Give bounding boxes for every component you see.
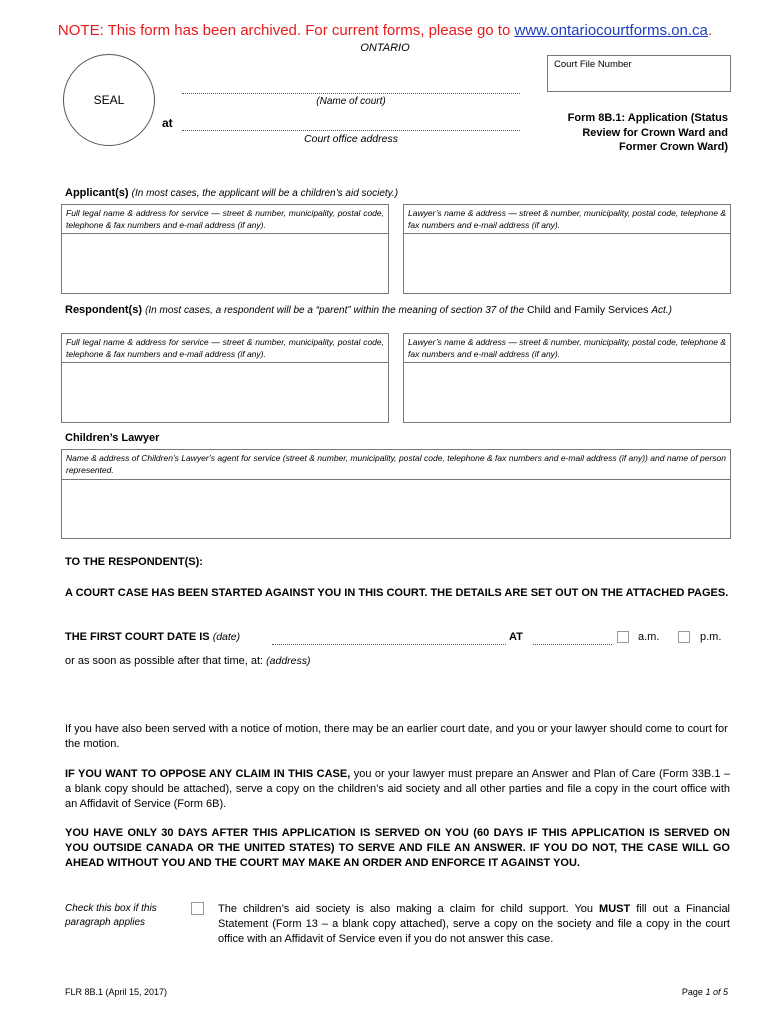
court-time-field[interactable] xyxy=(533,633,612,645)
court-address-label: Court office address xyxy=(304,133,398,145)
applicants-heading xyxy=(65,187,730,199)
applicant-lawyer-input[interactable] xyxy=(404,234,730,293)
child-support-must: MUST xyxy=(599,903,631,915)
address-hint: (address) xyxy=(266,655,311,667)
am-checkbox[interactable] xyxy=(617,631,629,643)
court-case-started-notice: A COURT CASE HAS BEEN STARTED AGAINST YOU IN THIS COURT. THE DETAILS ARE SET OUT ON THE ATTACHED PAGES. xyxy=(65,587,729,599)
court-name-field[interactable] xyxy=(182,84,520,94)
respondent-lawyer-label: Lawyer’s name & address — street & number, municipality, postal code, telephone & fax numbers and e-mail address (if any). xyxy=(404,334,730,363)
applicant-party-input[interactable] xyxy=(62,234,388,293)
childrens-lawyer-box xyxy=(61,449,731,539)
form-version: FLR 8B.1 (April 15, 2017) xyxy=(65,987,168,997)
first-court-date-label: THE FIRST COURT DATE IS xyxy=(65,631,210,643)
page-number xyxy=(600,987,728,997)
check-box-hint: Check this box if this paragraph applies xyxy=(65,903,157,928)
seal: SEAL xyxy=(63,54,155,146)
applicant-lawyer-box xyxy=(403,204,731,294)
archive-notice xyxy=(0,22,770,39)
at-label: at xyxy=(162,116,173,130)
notice-of-motion-paragraph: If you have also been served with a notice of motion, there may be an earlier court date, and you or your lawyer should come to court for the motion. xyxy=(65,723,728,750)
oppose-claim-bold: IF YOU WANT TO OPPOSE ANY CLAIM IN THIS CASE, xyxy=(65,768,351,780)
respondent-lawyer-input[interactable] xyxy=(404,363,730,422)
court-address-input[interactable] xyxy=(345,654,730,704)
at-time-label: AT xyxy=(509,631,523,643)
court-file-number-label: Court File Number xyxy=(554,59,632,70)
pm-checkbox[interactable] xyxy=(678,631,690,643)
applicants-heading-text: Applicant(s) xyxy=(65,187,129,199)
archive-notice-end: . xyxy=(707,22,713,39)
court-date-field[interactable] xyxy=(272,633,506,645)
child-support-paragraph xyxy=(218,902,730,947)
respondents-heading-text: Respondent(s) xyxy=(65,304,142,316)
child-support-text-post: fill out a Financial Statement (Form 13 – a blank copy attached), serve a copy on the society and file a copy in the court office with an Affidavit of Service even if you do not answer this case. xyxy=(218,903,731,945)
respondent-party-label: Full legal name & address for service — street & number, municipality, postal code, telephone & fax numbers and e-mail address (if any). xyxy=(62,334,388,363)
first-court-date-row xyxy=(65,630,240,645)
respondents-heading xyxy=(65,303,730,318)
court-address-field[interactable] xyxy=(182,121,520,131)
court-file-number-field[interactable] xyxy=(547,55,731,92)
respondents-note-suffix: Act.) xyxy=(651,305,672,316)
court-name-label: (Name of court) xyxy=(316,96,386,107)
applicant-party-box xyxy=(61,204,389,294)
child-support-text-pre: The children’s aid society is also making a claim for child support. You xyxy=(218,903,600,915)
to-respondents-heading: TO THE RESPONDENT(S): xyxy=(65,556,203,568)
childrens-lawyer-input[interactable] xyxy=(62,480,730,538)
respondent-party-input[interactable] xyxy=(62,363,388,422)
date-hint: (date) xyxy=(212,631,241,643)
archive-notice-text: NOTE: This form has been archived. For current forms, please go to xyxy=(57,22,515,39)
respondent-lawyer-box xyxy=(403,333,731,423)
am-label: a.m. xyxy=(638,631,660,643)
form-title: Form 8B.1: Application (Status Review for Crown Ward and Former Crown Ward) xyxy=(567,112,728,153)
childrens-lawyer-label: Name & address of Children’s Lawyer’s agent for service (street & number, municipality, postal code, telephone & fax numbers and e-mail address (if any)) and name of person represented. xyxy=(62,450,730,480)
oppose-claim-text: you or your lawyer must prepare an Answer and Plan of Care (Form 33B.1 – a blank copy should be attached), serve a copy on the children’s aid society and all other parties and file a copy in the court office with an Affidavit of Service (Form 6B). xyxy=(65,768,730,810)
respondent-party-box xyxy=(61,333,389,423)
pm-label: p.m. xyxy=(700,631,722,643)
respondents-act-name: Child and Family Services xyxy=(526,304,649,316)
respondents-note: (In most cases, a respondent will be a “parent” within the meaning of section 37 of the xyxy=(145,305,527,316)
page-word: Page xyxy=(681,987,703,997)
applicants-note: (In most cases, the applicant will be a children’s aid society.) xyxy=(131,188,399,199)
page-of: 1 of 5 xyxy=(705,987,728,997)
or-asap-text: or as soon as possible after that time, at: xyxy=(65,655,264,667)
applicant-party-label: Full legal name & address for service — street & number, municipality, postal code, telephone & fax numbers and e-mail address (if any). xyxy=(62,205,388,234)
thirty-days-warning: YOU HAVE ONLY 30 DAYS AFTER THIS APPLICATION IS SERVED ON YOU (60 DAYS IF THIS APPLICATION IS SERVED ON YOU OUTSIDE CANADA OR THE UNITED STATES) TO SERVE AND FILE AN ANSWER. IF YOU DO NOT, THE CASE WILL GO AHEAD WITHOUT YOU AND THE COURT MAY MAKE AN ORDER AND ENFORCE IT AGAINST YOU. xyxy=(65,827,730,869)
alternate-time-row xyxy=(65,654,311,669)
child-support-checkbox[interactable] xyxy=(191,902,204,915)
province-label: ONTARIO xyxy=(360,42,410,54)
childrens-lawyer-heading: Children’s Lawyer xyxy=(65,432,160,444)
ontario-court-forms-link[interactable]: www.ontariocourtforms.on.ca xyxy=(514,22,708,39)
oppose-claim-paragraph xyxy=(65,767,730,812)
applicant-lawyer-label: Lawyer’s name & address — street & number, municipality, postal code, telephone & fax numbers and e-mail address (if any). xyxy=(404,205,730,234)
